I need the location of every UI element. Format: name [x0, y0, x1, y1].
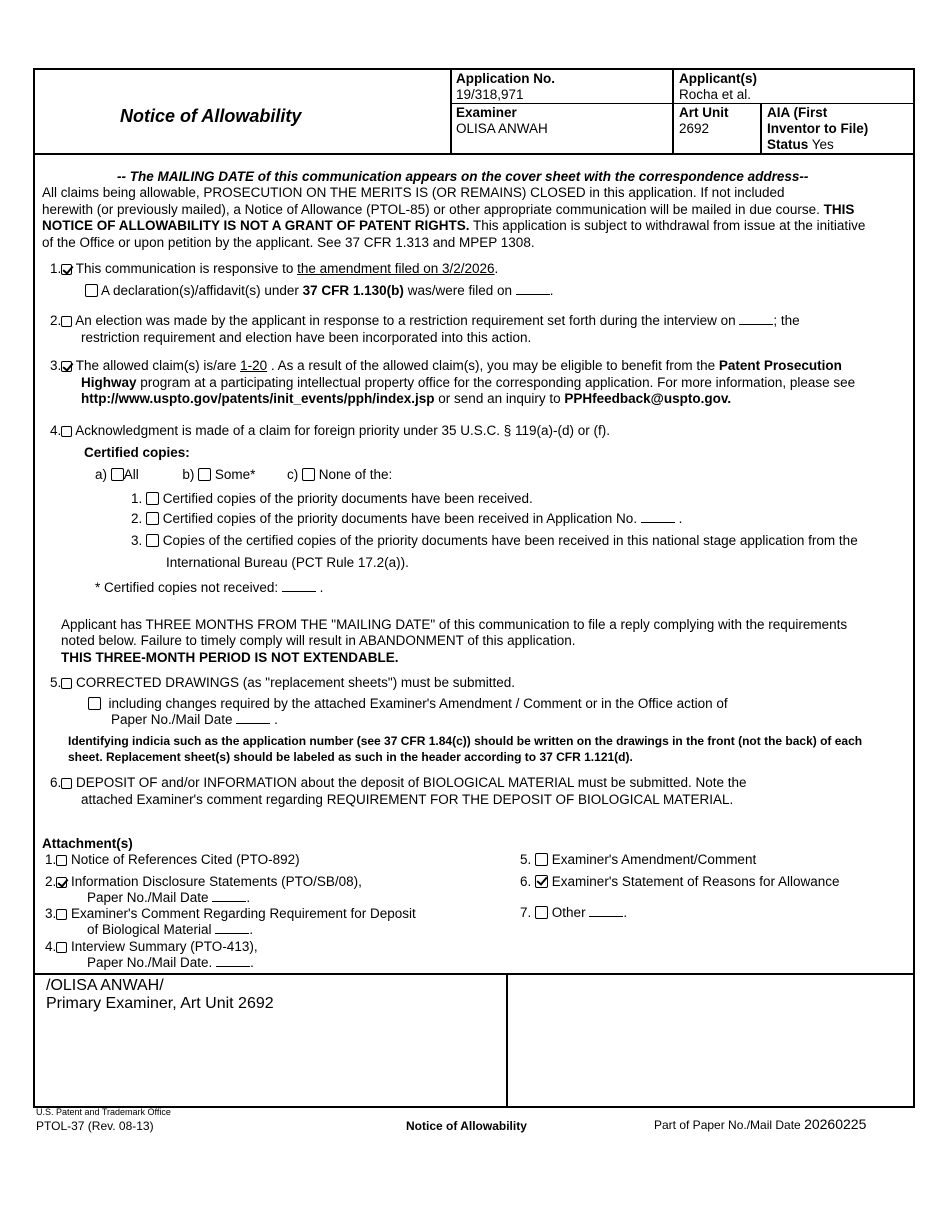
- attachment-2: 2. Information Disclosure Statements (PTO/SB/08),: [45, 874, 362, 889]
- blank-field: [589, 905, 623, 917]
- frame-left: [33, 68, 35, 1108]
- cert-item-1-checkbox[interactable]: [146, 492, 159, 505]
- item-3-line-2: Highway program at a participating intellectual property office for the corresponding application. For more information, please see: [81, 375, 856, 390]
- item-4-checkbox[interactable]: [61, 426, 72, 437]
- blank-field: [215, 922, 249, 934]
- blank-field: [641, 511, 675, 523]
- cert-item-3-checkbox[interactable]: [146, 534, 159, 547]
- item-2-checkbox[interactable]: [61, 316, 72, 327]
- aia-label-2: Inventor to File): [767, 121, 869, 136]
- blank-field: [236, 712, 270, 724]
- item-6: 6. DEPOSIT OF and/or INFORMATION about the deposit of BIOLOGICAL MATERIAL must be submitted. Note the: [50, 775, 747, 790]
- item-6-checkbox[interactable]: [61, 778, 72, 789]
- cert-not-received: * Certified copies not received: .: [95, 580, 324, 595]
- certified-copies-heading: Certified copies:: [84, 445, 190, 460]
- item-5: 5. CORRECTED DRAWINGS (as "replacement sheets") must be submitted.: [50, 675, 515, 690]
- footer-part: Part of Paper No./Mail Date 20260225: [654, 1116, 867, 1132]
- application-no-label: Application No.: [456, 71, 555, 86]
- attachment-6-checkbox[interactable]: [535, 875, 548, 888]
- examiner-label: Examiner: [456, 105, 517, 120]
- blank-field: [739, 313, 773, 325]
- item-2-line-2: restriction requirement and election have been incorporated into this action.: [81, 330, 532, 345]
- attachments-heading: Attachment(s): [42, 836, 133, 851]
- frame-sig-top: [33, 973, 915, 975]
- blank-field: [516, 283, 550, 295]
- attachment-2-checkbox[interactable]: [56, 877, 67, 888]
- attachment-6: 6. Examiner's Statement of Reasons for Allowance: [520, 874, 840, 889]
- attachment-1-checkbox[interactable]: [56, 855, 67, 866]
- cert-some-checkbox[interactable]: [198, 468, 211, 481]
- attachment-4-checkbox[interactable]: [56, 942, 67, 953]
- item-4: 4. Acknowledgment is made of a claim for foreign priority under 35 U.S.C. § 119(a)-(d) or (f).: [50, 423, 610, 438]
- blank-field: [212, 890, 246, 902]
- blank-field: [216, 955, 250, 967]
- attachment-3-checkbox[interactable]: [56, 909, 67, 920]
- three-months-line-2: noted below. Failure to timely comply will result in ABANDONMENT of this application.: [61, 633, 576, 648]
- attachment-2-line-2: Paper No./Mail Date .: [87, 890, 251, 905]
- item-6-line-2: attached Examiner's comment regarding REQUIREMENT FOR THE DEPOSIT OF BIOLOGICAL MATERIAL.: [81, 792, 734, 807]
- signature-title: Primary Examiner, Art Unit 2692: [46, 995, 274, 1012]
- attachment-3-line-2: of Biological Material .: [87, 922, 254, 937]
- attachment-4-line-2: Paper No./Mail Date. .: [87, 955, 254, 970]
- attachment-3: 3. Examiner's Comment Regarding Requirement for Deposit: [45, 906, 416, 921]
- cert-item-2: 2. Certified copies of the priority documents have been received in Application No. .: [131, 511, 683, 526]
- footer-form: PTOL-37 (Rev. 08-13): [36, 1119, 154, 1133]
- item-1b-checkbox[interactable]: [85, 284, 98, 297]
- item-5b-line-2: Paper No./Mail Date .: [111, 712, 278, 727]
- attachment-1: 1. Notice of References Cited (PTO-892): [45, 852, 300, 867]
- intro-line-2: herewith (or previously mailed), a Notice of Allowance (PTOL-85) or other appropriate communication will be mailed in due course. THIS: [42, 202, 855, 217]
- sig-divider: [506, 973, 508, 1107]
- item-1: 1. This communication is responsive to the amendment filed on 3/2/2026.: [50, 261, 499, 276]
- frame-top: [33, 68, 915, 70]
- aia-label-1: AIA (First: [767, 105, 828, 120]
- intro-line-3: NOTICE OF ALLOWABILITY IS NOT A GRANT OF PATENT RIGHTS. This application is subject to withdrawal from issue at the initiative: [42, 218, 866, 233]
- item-5-checkbox[interactable]: [61, 678, 72, 689]
- aia-status: Status Yes: [767, 137, 834, 152]
- frame-right: [913, 68, 915, 1108]
- item-5b-checkbox[interactable]: [88, 697, 101, 710]
- intro-line-1: All claims being allowable, PROSECUTION ON THE MERITS IS (OR REMAINS) CLOSED in this application. If not included: [42, 185, 785, 200]
- item-3-line-3: http://www.uspto.gov/patents/init_events/pph/index.jsp or send an inquiry to PPHfeedback@uspto.gov.: [81, 391, 732, 406]
- art-unit-label: Art Unit: [679, 105, 729, 120]
- item-3-checkbox[interactable]: [61, 361, 72, 372]
- header-col2: [672, 68, 674, 154]
- three-months-line-3: THIS THREE-MONTH PERIOD IS NOT EXTENDABLE.: [61, 650, 399, 665]
- indicia-line-1: Identifying indicia such as the application number (see 37 CFR 1.84(c)) should be written on the drawings in the front (not the back) of each: [68, 734, 863, 748]
- frame-header-bottom: [33, 153, 915, 155]
- signature-name: /OLISA ANWAH/: [46, 977, 164, 994]
- cert-item-3: 3. Copies of the certified copies of the priority documents have been received in this national stage application from the: [131, 533, 858, 548]
- item-1-checkbox[interactable]: [61, 264, 72, 275]
- attachment-5-checkbox[interactable]: [535, 853, 548, 866]
- item-5b: including changes required by the attached Examiner's Amendment / Comment or in the Office action of: [88, 696, 728, 712]
- indicia-line-2: sheet. Replacement sheet(s) should be labeled as such in the header according to 37 CFR 1.121(d).: [68, 750, 633, 764]
- item-1b: A declaration(s)/affidavit(s) under 37 CFR 1.130(b) was/were filed on .: [85, 283, 554, 299]
- application-no: 19/318,971: [456, 87, 524, 102]
- item-2: 2. An election was made by the applicant in response to a restriction requirement set forth during the interview on ; the: [50, 313, 800, 328]
- header-col1: [450, 68, 452, 154]
- footer-office: U.S. Patent and Trademark Office: [36, 1107, 171, 1117]
- cert-item-3-line-2: International Bureau (PCT Rule 17.2(a)).: [166, 555, 409, 570]
- attachment-7-checkbox[interactable]: [535, 906, 548, 919]
- cert-none-checkbox[interactable]: [302, 468, 315, 481]
- attachment-4: 4. Interview Summary (PTO-413),: [45, 939, 258, 954]
- item-3: 3. The allowed claim(s) is/are 1-20 . As a result of the allowed claim(s), you may be eligible to benefit from the Patent Prosecution: [50, 358, 842, 373]
- page-title: Notice of Allowability: [120, 106, 302, 126]
- three-months-line-1: Applicant has THREE MONTHS FROM THE "MAILING DATE" of this communication to file a reply complying with the requirements: [61, 617, 848, 632]
- blank-field: [282, 580, 316, 592]
- certified-options: a) All b) Some* c) None of the:: [95, 467, 393, 482]
- header-row: [450, 103, 915, 104]
- attachment-7: 7. Other .: [520, 905, 628, 920]
- footer-center: Notice of Allowability: [406, 1119, 527, 1133]
- examiner: OLISA ANWAH: [456, 121, 548, 136]
- applicant-label: Applicant(s): [679, 71, 758, 86]
- cert-all-checkbox[interactable]: [111, 468, 124, 481]
- attachment-5: 5. Examiner's Amendment/Comment: [520, 852, 757, 867]
- applicant: Rocha et al.: [679, 87, 752, 102]
- cert-item-2-checkbox[interactable]: [146, 512, 159, 525]
- art-unit: 2692: [679, 121, 710, 136]
- intro-line-4: of the Office or upon petition by the applicant. See 37 CFR 1.313 and MPEP 1308.: [42, 235, 535, 250]
- header-col3: [760, 103, 762, 154]
- cert-item-1: 1. Certified copies of the priority documents have been received.: [131, 491, 533, 506]
- mailing-date-line: -- The MAILING DATE of this communication appears on the cover sheet with the correspondence address--: [117, 169, 809, 184]
